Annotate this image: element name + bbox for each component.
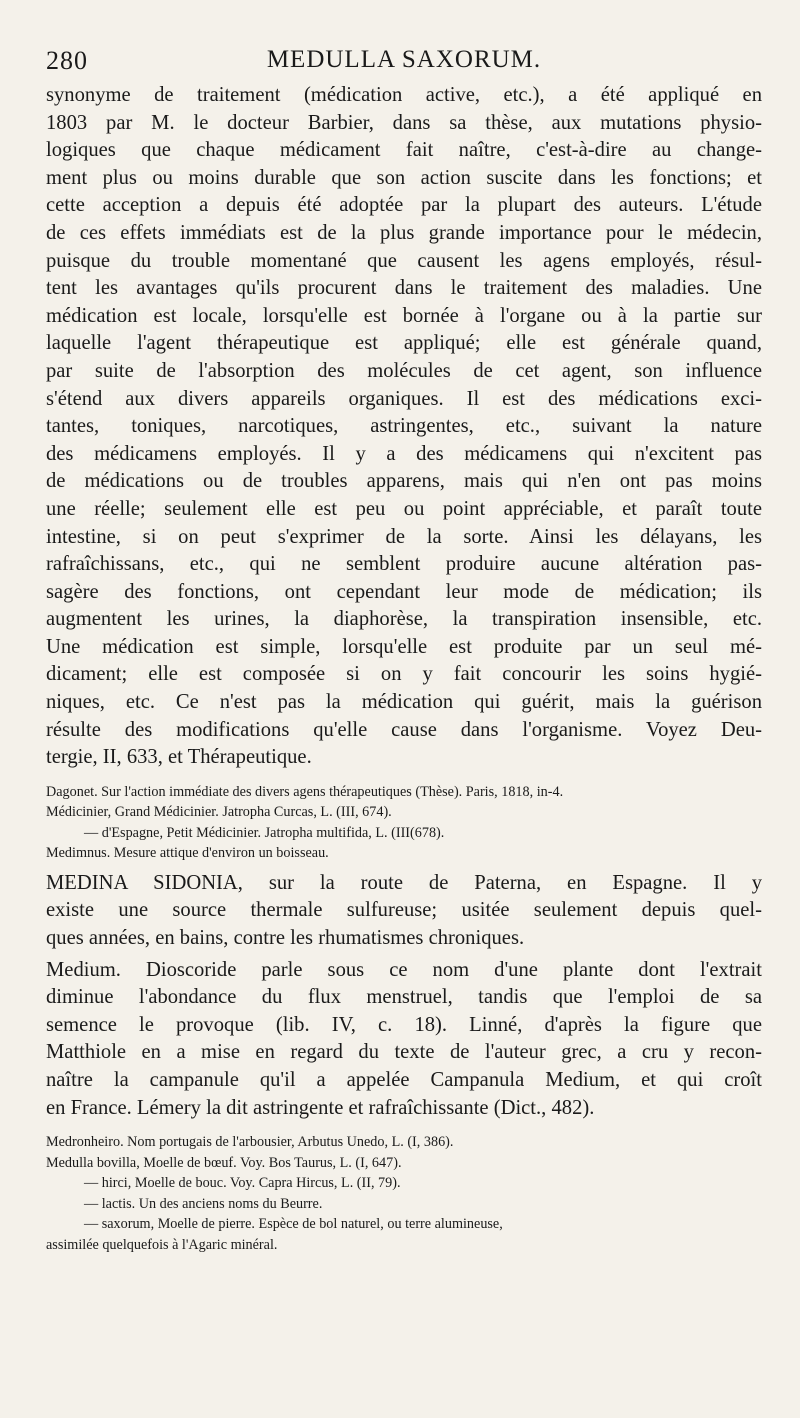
- text-line: naître la campanule qu'il a appelée Campanula Medium, et qui croît: [46, 1069, 762, 1091]
- text-line: sagère des fonctions, ont cependant leur mode de médication; ils: [46, 580, 762, 603]
- text-line: niques, etc. Ce n'est pas la médication qui guérit, mais la guérison: [46, 691, 762, 714]
- entry-medium: [46, 957, 762, 1123]
- page-number: 280: [46, 46, 88, 75]
- text-line: tergie, II, 633, et Thérapeutique.: [46, 746, 312, 769]
- text-line: Medium. Dioscoride parle sous ce nom d'une plante dont l'extrait: [46, 958, 762, 981]
- text-line: ques années, en bains, contre les rhumatismes chroniques.: [46, 927, 525, 950]
- text-line: laquelle l'agent thérapeutique est appliqué; elle est générale quand,: [46, 332, 762, 355]
- text-line: cette acception a depuis été adoptée par la plupart des auteurs. L'étude: [46, 194, 762, 217]
- entry-medina-sidonia: [46, 870, 762, 953]
- text-line: puisque du trouble momentané que causent les agens employés, résul-: [46, 249, 762, 272]
- text-line: semence le provoque (lib. IV, c. 18). Linné, d'après la figure que: [46, 1013, 762, 1036]
- reference-notes-2: [46, 1132, 762, 1255]
- text-line: augmentent les urines, la diaphorèse, la transpiration insensible, etc.: [46, 608, 762, 631]
- text-line: intestine, si on peut s'exprimer de la sorte. Ainsi les délayans, les: [46, 525, 762, 548]
- text-line: tent les avantages qu'ils procurent dans le traitement des maladies. Une: [46, 277, 762, 300]
- text-line: MEDINA SIDONIA, sur la route de Paterna, en Espagne. Il y: [46, 871, 762, 894]
- text-line: en France. Lémery la dit astringente et rafraîchissante (Dict., 482).: [46, 1096, 595, 1119]
- reference-line: Dagonet. Sur l'action immédiate des divers agens thérapeutiques (Thèse). Paris, 1818, in-4.: [46, 783, 564, 800]
- text-line: synonyme de traitement (médication active, etc.), a été appliqué en: [46, 84, 762, 106]
- reference-line: Médicinier, Grand Médicinier. Jatropha Curcas, L. (III, 674).: [46, 804, 392, 821]
- text-line: une réelle; seulement elle est peu ou point appréciable, et paraît toute: [46, 497, 762, 520]
- running-head: MEDULLA SAXORUM.: [266, 46, 542, 73]
- reference-line: Medulla bovilla, Moelle de bœuf. Voy. Bos Taurus, L. (I, 647).: [46, 1154, 402, 1171]
- text-line: s'étend aux divers appareils organiques. Il est des médications exci-: [46, 387, 762, 410]
- text-line: dicament; elle est composée si on y fait concourir les soins hygié-: [46, 663, 762, 686]
- text-line: par suite de l'absorption des molécules de cet agent, son influence: [46, 359, 762, 382]
- text-line: rafraîchissans, etc., qui ne semblent produire aucune altération pas-: [46, 553, 762, 576]
- reference-line: Medimnus. Mesure attique d'environ un boisseau.: [46, 845, 329, 862]
- reference-line: Medronheiro. Nom portugais de l'arbousier, Arbutus Unedo, L. (I, 386).: [46, 1134, 454, 1151]
- text-line: 1803 par M. le docteur Barbier, dans sa thèse, aux mutations physio-: [46, 111, 762, 134]
- text-line: médication est locale, lorsqu'elle est bornée à l'organe ou à la partie sur: [46, 304, 762, 327]
- text-line: diminue l'abondance du flux menstruel, tandis que l'emploi de sa: [46, 986, 762, 1009]
- text-line: Matthiole en a mise en regard du texte de l'auteur grec, a cru y recon-: [46, 1041, 762, 1064]
- text-line: Une médication est simple, lorsqu'elle est produite par un seul mé-: [46, 635, 762, 658]
- text-line: de ces effets immédiats est de la plus grande importance pour le médecin,: [46, 221, 762, 244]
- reference-line: — saxorum, Moelle de pierre. Espèce de bol naturel, ou terre alumineuse,: [84, 1216, 503, 1233]
- text-line: ment plus ou moins durable que son action suscite dans les fonctions; et: [46, 166, 762, 189]
- reference-line: — hirci, Moelle de bouc. Voy. Capra Hircus, L. (II, 79).: [84, 1175, 401, 1192]
- main-paragraph: [46, 82, 762, 772]
- reference-line: — d'Espagne, Petit Médicinier. Jatropha multifida, L. (III(678).: [84, 824, 445, 841]
- text-line: résulte des modifications qu'elle cause dans l'organisme. Voyez Deu-: [46, 718, 762, 741]
- text-line: logiques que chaque médicament fait naître, c'est-à-dire au change-: [46, 139, 762, 162]
- text-line: existe une source thermale sulfureuse; usitée seulement depuis quel-: [46, 899, 762, 922]
- text-line: des médicamens employés. Il y a des médicamens qui n'excitent pas: [46, 442, 762, 465]
- reference-notes-1: [46, 782, 762, 864]
- reference-line: assimilée quelquefois à l'Agaric minéral.: [46, 1236, 278, 1253]
- text-line: de médications ou de troubles apparens, mais qui n'en ont pas moins: [46, 470, 762, 493]
- reference-line: — lactis. Un des anciens noms du Beurre.: [84, 1195, 323, 1212]
- page-header: [46, 46, 762, 82]
- text-line: tantes, toniques, narcotiques, astringentes, etc., suivant la nature: [46, 415, 762, 438]
